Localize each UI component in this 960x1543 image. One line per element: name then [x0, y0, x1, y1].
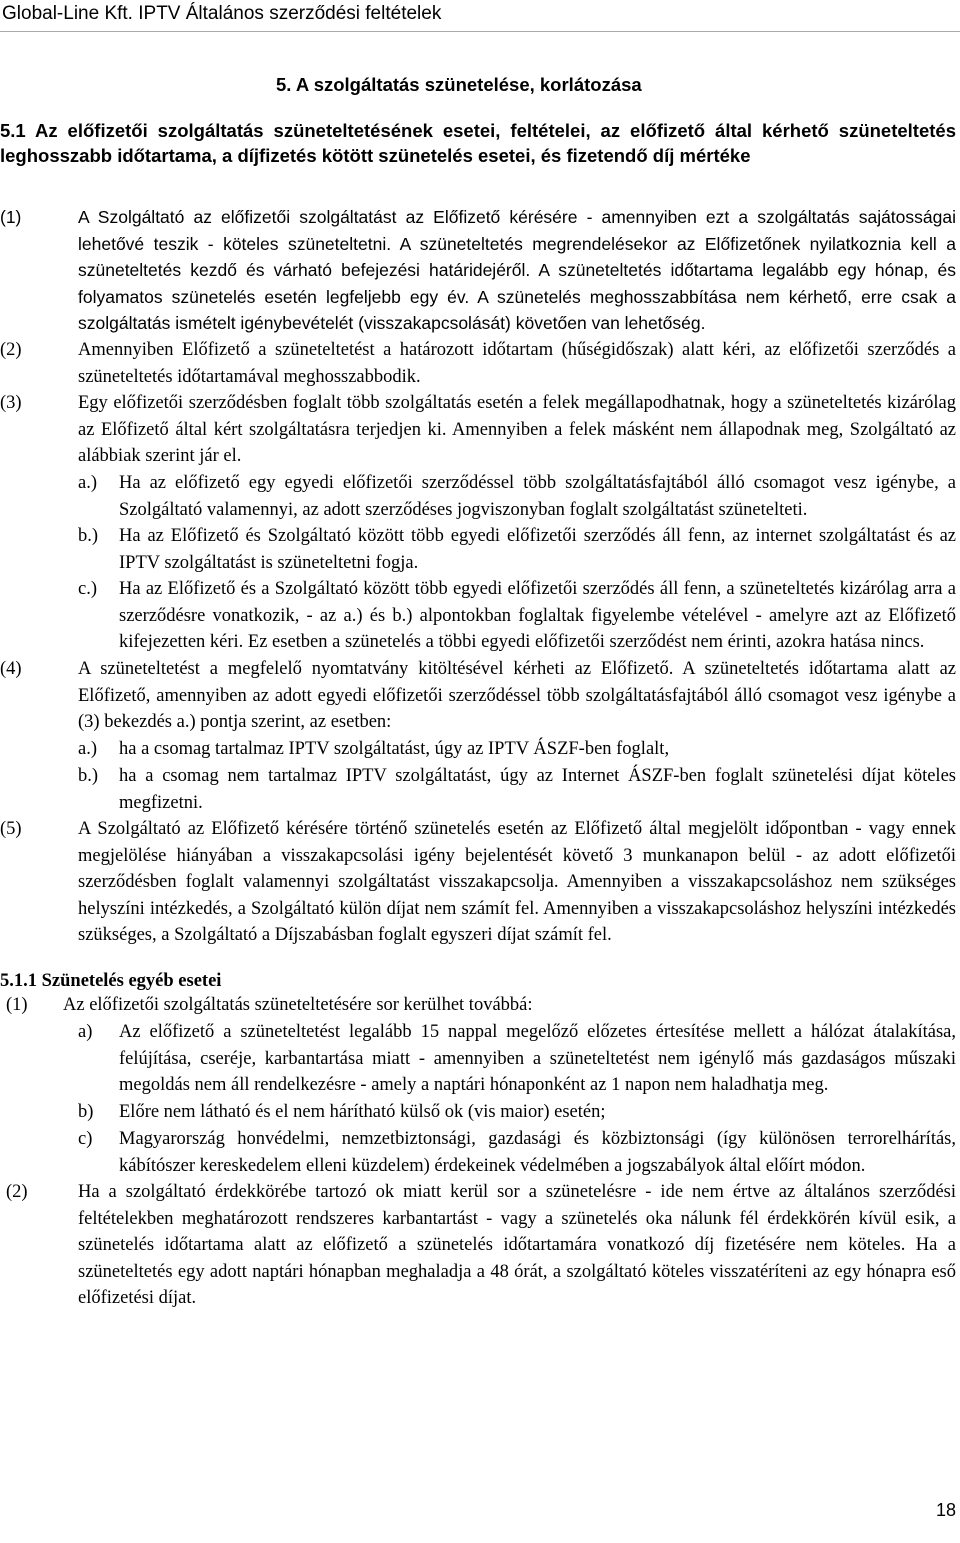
paragraph-4-b	[78, 763, 956, 816]
paragraph-3-b	[78, 523, 956, 576]
paragraph-q1	[0, 992, 956, 1019]
paragraph-4	[0, 656, 956, 736]
paragraph-text: A szüneteltetést a megfelelő nyomtatvány kitöltésével kérheti az Előfizető. A szüneteltetés időtartama alatt az Előfizető, amennyiben az adott egyedi előfizetői szerződéssel több szolgáltatásfajtából álló csomagot vesz igénybe a (3) bekezdés a.) pontja szerint, az esetben:	[78, 659, 956, 732]
header-title: Global-Line Kft. IPTV Általános szerződési feltételek	[2, 3, 442, 24]
paragraph-q1-b	[78, 1099, 956, 1126]
paragraph-1	[0, 204, 956, 337]
list-text: Ha az előfizető egy egyedi előfizetői szerződéssel több szolgáltatásfajtából álló csomagot vesz igénybe, a Szolgáltató valamennyi, az adott szerződéses jogviszonyban foglalt szolgáltatást szünetelteti.	[119, 473, 956, 520]
list-text: ha a csomag tartalmaz IPTV szolgáltatást, úgy az IPTV ÁSZF-ben foglalt,	[119, 739, 670, 759]
paragraph-number: (1)	[6, 995, 28, 1015]
paragraph-5	[0, 816, 956, 949]
list-label: a.)	[78, 473, 97, 493]
paragraph-number: (2)	[0, 340, 22, 360]
paragraph-number: (3)	[0, 393, 22, 413]
subsection-heading: 5.1.1 Szünetelés egyéb esetei	[0, 971, 222, 991]
paragraph-text: Ha a szolgáltató érdekkörébe tartozó ok miatt kerül sor a szünetelésre - ide nem értve az általános szerződési feltételekben meghatározott rendszeres karbantartást - vagy a szünetelés oka nálunk fél érdekkörén kívül esik, a szünetelés időtartama alatt az előfizető a szünetelés időtartamára vonatkozó díj fizetésére nem köteles. Ha a szüneteltetés egy adott naptári hónapban meghaladja a 48 órát, a szolgáltató köteles visszatéríteni az egy hónapra eső előfizetési díjat.	[78, 1182, 956, 1308]
section-title: 5. A szolgáltatás szünetelése, korlátozása	[276, 74, 642, 95]
list-label: b.)	[78, 766, 99, 786]
list-text: Ha az Előfizető és a Szolgáltató között több egyedi előfizetői szerződés áll fenn, a szüneteltetés kizárólag arra a szerződésre vonatkozik, - az a.) és b.) alpontokban foglaltak figyelembe vételével - amelyre azt az Előfizető kifejezetten kéri. Ez esetben a szünetelés a többi egyedi előfizetői szerződést nem érinti, azokra hatása nincs.	[119, 579, 956, 652]
list-label: c)	[78, 1129, 93, 1149]
list-label: c.)	[78, 579, 97, 599]
header-divider	[0, 31, 960, 32]
paragraph-text: A Szolgáltató az előfizetői szolgáltatást az Előfizető kérésére - amennyiben ezt a szolgáltatás sajátosságai lehetővé teszik - köteles szüneteltetni. A szüneteltetés megrendelésekor az Előfizetőnek nyilatkoznia kell a szüneteltetés kezdő és várható befejezési határidejéről. A szüneteltetés időtartama legalább egy hónap, és folyamatos szünetelés esetén legfeljebb egy év. A szünetelés meghosszabbítása nem kérhető, erre csak a szolgáltatás ismételt igénybevételét (visszakapcsolását) követően van lehetőség.	[78, 207, 956, 333]
list-label: a)	[78, 1022, 93, 1042]
paragraph-number: (2)	[6, 1182, 28, 1202]
paragraph-3-c	[78, 576, 956, 656]
list-text: Előre nem látható és el nem hárítható külső ok (vis maior) esetén;	[119, 1102, 606, 1122]
list-label: a.)	[78, 739, 97, 759]
list-text: Magyarország honvédelmi, nemzetbiztonsági, gazdasági és közbiztonsági (így különösen terrorelhárítás, kábítószer kereskedelem elleni küzdelem) érdekeinek védelmében a jogszabályok által előírt módon.	[119, 1129, 956, 1176]
paragraph-number: (1)	[0, 207, 22, 227]
paragraph-q1-c	[78, 1126, 956, 1179]
section-intro: 5.1 Az előfizetői szolgáltatás szüneteltetésének esetei, feltételei, az előfizető által kérhető szüneteltetés leghosszabb időtartama, a díjfizetés kötött szünetelés esetei, és fizetendő díj mértéke	[0, 120, 956, 166]
page-number: 18	[935, 1500, 956, 1520]
list-text: Ha az Előfizető és Szolgáltató között több egyedi előfizetői szerződés áll fenn, az internet szolgáltatást és az IPTV szolgáltatást is szüneteltetni fogja.	[119, 526, 956, 573]
paragraph-2	[0, 337, 956, 390]
paragraph-text: Amennyiben Előfizető a szüneteltetést a határozott időtartam (hűségidőszak) alatt kéri, az előfizetői szerződés a szüneteltetés időtartamával meghosszabbodik.	[78, 340, 956, 387]
paragraph-number: (5)	[0, 819, 22, 839]
list-text: Az előfizető a szüneteltetést legalább 15 nappal megelőző előzetes értesítése mellett a hálózat átalakítása, felújítása, cseréje, karbantartása miatt - amennyiben a szüneteltetést nem igénylő más gazdaságos műszaki megoldás nem áll rendelkezésre - amely a naptári hónaponként az 1 napon nem haladhatja meg.	[119, 1022, 956, 1095]
list-text: ha a csomag nem tartalmaz IPTV szolgáltatást, úgy az Internet ÁSZF-ben foglalt szünetelési díjat köteles megfizetni.	[119, 766, 956, 813]
list-label: b)	[78, 1102, 94, 1122]
paragraph-text: Az előfizetői szolgáltatás szüneteltetésére sor kerülhet továbbá:	[63, 995, 533, 1015]
paragraph-number: (4)	[0, 659, 22, 679]
paragraph-text: Egy előfizetői szerződésben foglalt több szolgáltatás esetén a felek megállapodhatnak, hogy a szüneteltetés kizárólag az Előfizető által kért szolgáltatásra terjedjen ki. Amennyiben a felek másként nem állapodnak meg, Szolgáltató az alábbiak szerint jár el.	[78, 393, 956, 466]
paragraph-3-a	[78, 470, 956, 523]
paragraph-q2	[0, 1179, 956, 1312]
paragraph-3	[0, 390, 956, 470]
paragraph-text: A Szolgáltató az Előfizető kérésére történő szünetelés esetén az Előfizető által megjelölt időpontban - vagy ennek megjelölése hiányában a visszakapcsolási igény bejelentését követő 3 munkanapon belül - az adott előfizetői szerződésben foglalt valamennyi szolgáltatást visszakapcsolja. Amennyiben a visszakapcsoláshoz nem szükséges helyszíni intézkedés, a Szolgáltató külön díjat nem számít fel. Amennyiben a visszakapcsoláshoz helyszíni intézkedés szükséges, a Szolgáltató a Díjszabásban foglalt egyszeri díjat számít fel.	[78, 819, 956, 945]
paragraph-4-a	[78, 736, 956, 763]
paragraph-q1-a	[78, 1019, 956, 1099]
list-label: b.)	[78, 526, 99, 546]
